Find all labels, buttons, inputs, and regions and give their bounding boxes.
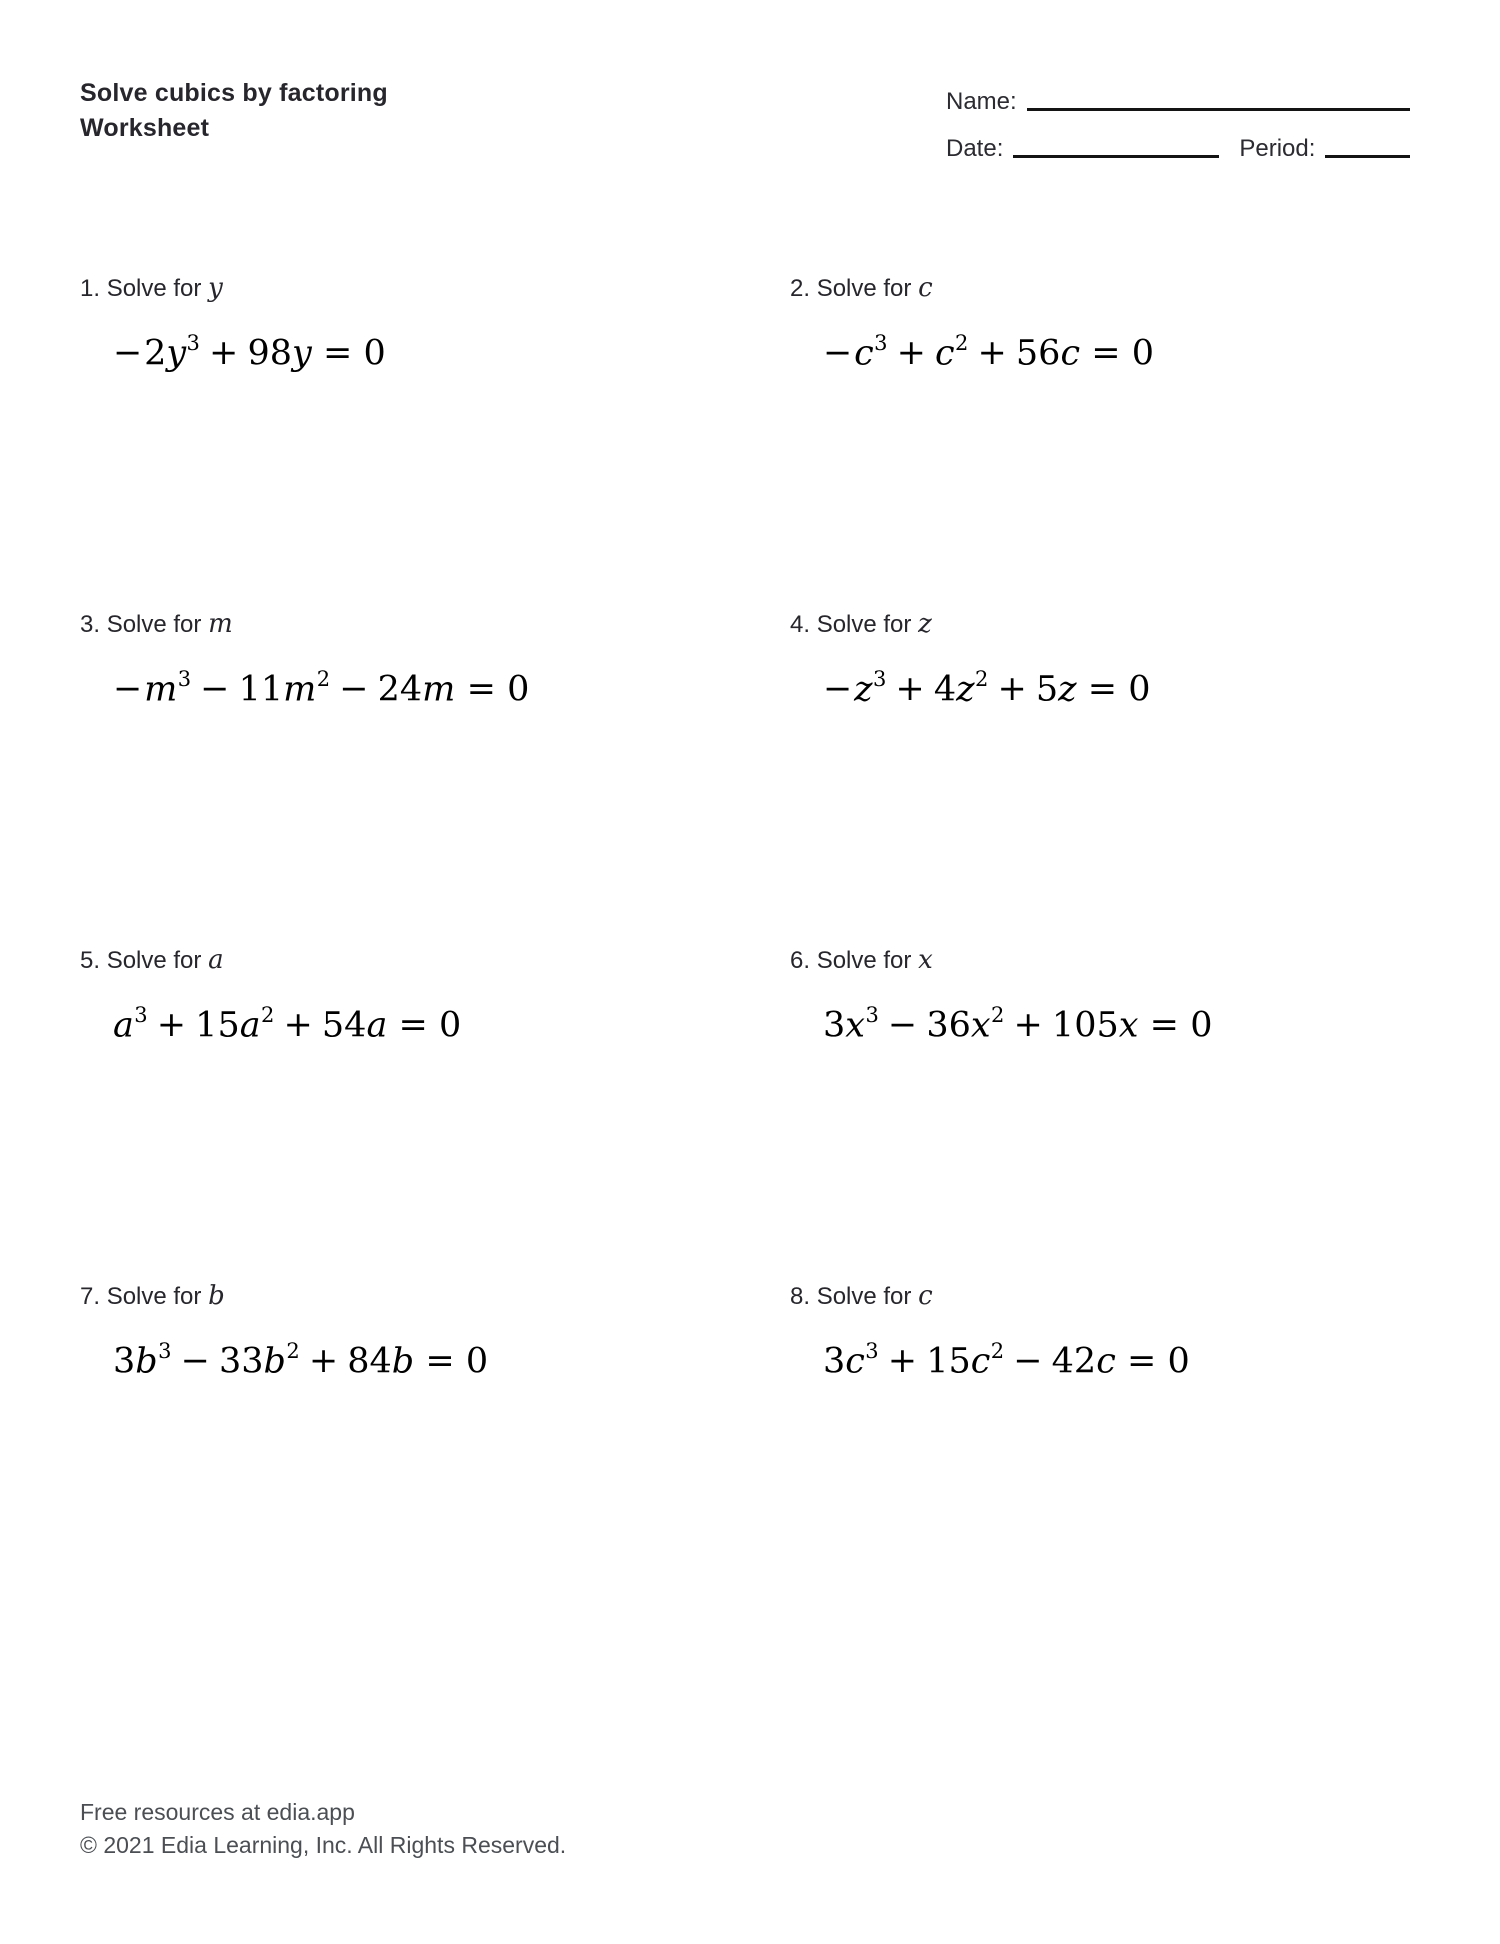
problem-6-text: Solve for xyxy=(816,947,912,974)
problem-8-prompt xyxy=(790,1282,1420,1311)
problem-4-prompt xyxy=(790,610,1420,639)
problem-1-number: 1. xyxy=(80,275,101,302)
problem-2 xyxy=(790,274,1420,610)
problem-7-variable: b xyxy=(208,1281,225,1311)
period-label: Period: xyxy=(1239,135,1316,162)
problem-3 xyxy=(80,610,790,946)
problem-7-text: Solve for xyxy=(106,1283,202,1310)
problem-4-text: Solve for xyxy=(816,611,912,638)
problem-6 xyxy=(790,946,1420,1282)
problem-3-equation: $-m^3 - 11m^2 - 24m = 0$ xyxy=(113,667,530,710)
problem-5-text: Solve for xyxy=(106,947,202,974)
problem-8-text: Solve for xyxy=(816,1283,912,1310)
problem-8 xyxy=(790,1282,1420,1618)
problem-5-equation: $a^3 + 15a^2 + 54a = 0$ xyxy=(113,1003,462,1046)
date-period-field-row xyxy=(946,133,1410,163)
period-blank-line xyxy=(1325,148,1410,158)
problem-2-prompt xyxy=(790,274,1420,303)
problem-3-number: 3. xyxy=(80,611,101,638)
problem-3-text: Solve for xyxy=(106,611,202,638)
name-blank-line xyxy=(1027,101,1410,111)
problem-3-variable: m xyxy=(208,609,233,639)
student-fields xyxy=(946,86,1410,163)
page-footer xyxy=(80,1796,566,1862)
problem-6-prompt xyxy=(790,946,1420,975)
problem-8-number: 8. xyxy=(790,1283,811,1310)
problem-4-variable: z xyxy=(918,609,932,639)
problem-5-prompt xyxy=(80,946,790,975)
problem-1 xyxy=(80,274,790,610)
problem-3-prompt xyxy=(80,610,790,639)
problem-8-equation: $3c^3 + 15c^2 - 42c = 0$ xyxy=(823,1339,1190,1382)
problem-2-variable: c xyxy=(918,273,933,303)
problem-2-text: Solve for xyxy=(816,275,912,302)
problems-grid xyxy=(80,274,1420,1618)
worksheet-title: Solve cubics by factoring xyxy=(80,79,388,107)
problem-7-number: 7. xyxy=(80,1283,101,1310)
problem-2-number: 2. xyxy=(790,275,811,302)
worksheet-title-block xyxy=(80,76,388,146)
name-label: Name: xyxy=(946,88,1017,115)
footer-resources-text: Free resources at edia.app xyxy=(80,1799,355,1825)
problem-2-equation: $-c^3 + c^2 + 56c = 0$ xyxy=(823,331,1155,374)
date-label: Date: xyxy=(946,135,1004,162)
problem-6-number: 6. xyxy=(790,947,811,974)
problem-8-variable: c xyxy=(918,1281,933,1311)
problem-1-equation: $-2y^3 + 98y = 0$ xyxy=(113,331,386,374)
worksheet-subtitle: Worksheet xyxy=(80,114,210,142)
problem-4-number: 4. xyxy=(790,611,811,638)
problem-5 xyxy=(80,946,790,1282)
problem-5-number: 5. xyxy=(80,947,101,974)
problem-4-equation: $-z^3 + 4z^2 + 5z = 0$ xyxy=(823,667,1151,710)
problem-7 xyxy=(80,1282,790,1618)
problem-6-equation: $3x^3 - 36x^2 + 105x = 0$ xyxy=(823,1003,1213,1046)
problem-7-prompt xyxy=(80,1282,790,1311)
problem-5-variable: a xyxy=(208,945,224,975)
problem-4 xyxy=(790,610,1420,946)
problem-1-prompt xyxy=(80,274,790,303)
problem-7-equation: $3b^3 - 33b^2 + 84b = 0$ xyxy=(113,1339,489,1382)
name-field-row xyxy=(946,86,1410,116)
date-blank-line xyxy=(1013,148,1219,158)
problem-1-variable: y xyxy=(208,273,223,303)
problem-6-variable: x xyxy=(918,945,933,975)
footer-copyright-text: © 2021 Edia Learning, Inc. All Rights Reserved. xyxy=(80,1832,567,1858)
problem-1-text: Solve for xyxy=(106,275,202,302)
